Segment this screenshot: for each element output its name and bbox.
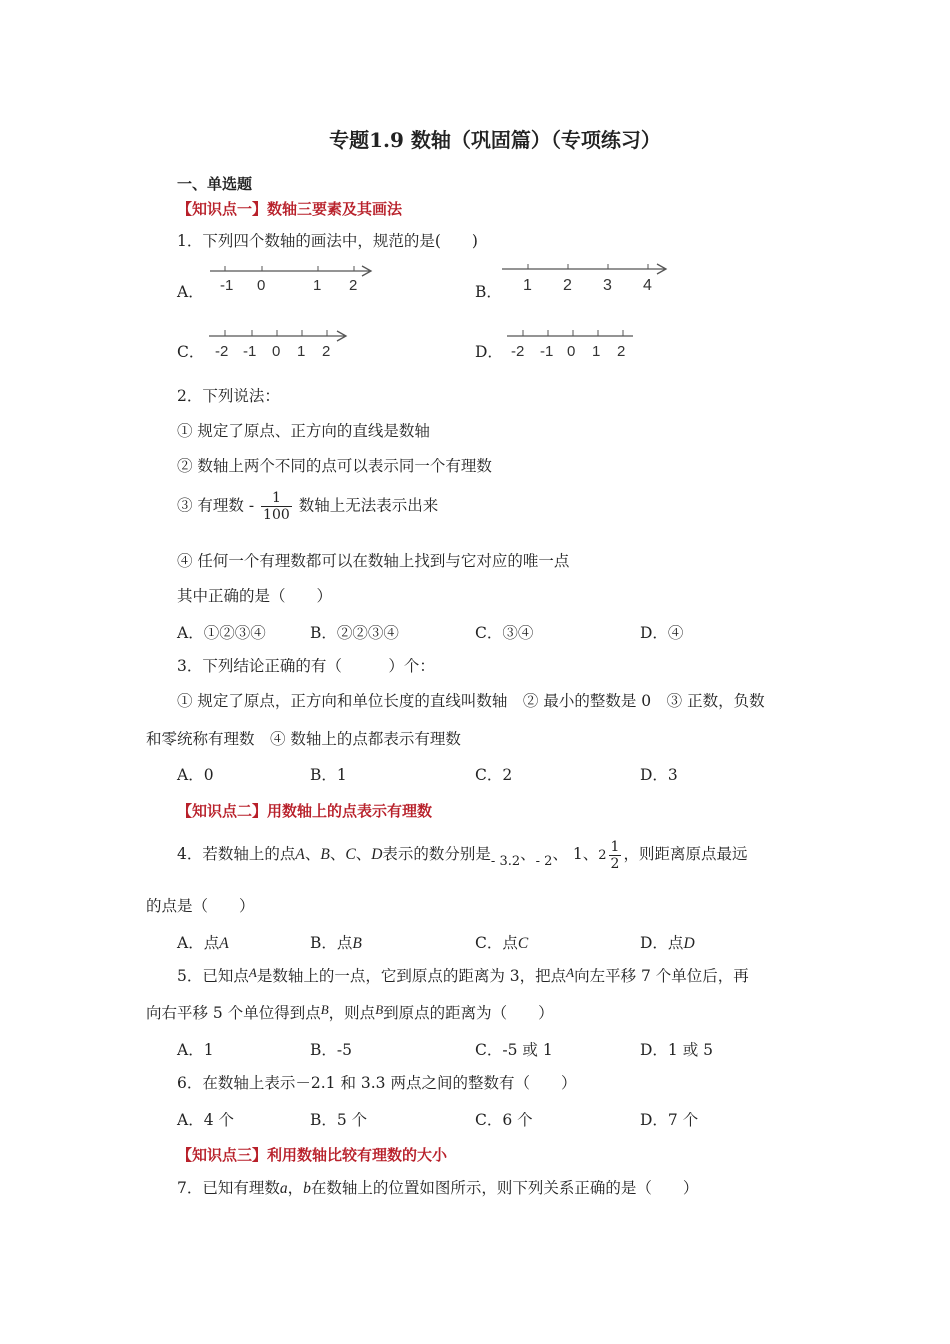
tick-label: 1: [297, 343, 306, 360]
tick-label: 1: [313, 277, 322, 294]
q1-option-a-label: A．: [177, 283, 204, 301]
var-d: D: [683, 935, 695, 952]
question-4-stem: [177, 834, 747, 876]
q6-option-c: C．6 个: [475, 1111, 533, 1129]
tick-label: -1: [540, 343, 554, 360]
separator: 、: [304, 845, 321, 863]
tick-label: 2: [617, 343, 626, 360]
q2-statement-4: ④ 任何一个有理数都可以在数轴上找到与它对应的唯一点: [177, 552, 570, 570]
q1-option-b-label: B．: [475, 283, 502, 301]
separator: 、 1、: [552, 845, 599, 863]
q3-line-1: ① 规定了原点，正方向和单位长度的直线叫数轴 ② 最小的整数是 0 ③ 正数，负数: [177, 692, 765, 710]
tick-label: 0: [272, 343, 281, 360]
var-b: B: [375, 1002, 384, 1017]
var-b: B: [320, 1002, 329, 1017]
fraction: [609, 839, 622, 872]
q2-option-c: C．③④: [475, 624, 534, 642]
question-2-stem: 2．下列说法：: [177, 387, 280, 405]
option-text: A．点: [177, 934, 220, 952]
question-1-stem: 1．下列四个数轴的画法中，规范的是( ): [177, 232, 478, 250]
option-text: D．点: [640, 934, 684, 952]
q4-option-a: [177, 931, 229, 953]
option-text: C．点: [475, 934, 518, 952]
value-minus-2: - 2: [535, 854, 553, 869]
q2-statement-2: ② 数轴上两个不同的点可以表示同一个有理数: [177, 457, 492, 475]
q3-option-b: B．1: [310, 766, 347, 784]
q4-text: ，则距离原点最远: [623, 845, 748, 863]
q7-text: 在数轴上的位置如图所示，则下列关系正确的是（ ）: [310, 1179, 699, 1197]
separator: 、: [329, 845, 346, 863]
knowledge-point-1: 【知识点一】数轴三要素及其画法: [177, 200, 403, 218]
q2-ask: 其中正确的是（ ）: [177, 587, 333, 605]
tick-label: 2: [563, 277, 572, 294]
tick-label: -2: [511, 343, 525, 360]
q4-option-b: [310, 931, 362, 953]
fraction-denominator: 100: [263, 507, 290, 523]
var-c: C: [345, 846, 356, 863]
var-a: A: [219, 935, 229, 952]
q5-option-b: B．-5: [310, 1041, 352, 1059]
option-text: B．点: [310, 934, 353, 952]
q1-axis-a: [205, 262, 380, 294]
question-7-stem: [177, 1178, 698, 1199]
var-c: C: [517, 935, 529, 952]
tick-label: 1: [592, 343, 601, 360]
q2-option-a: A．①②③④: [177, 624, 266, 642]
var-a: a: [279, 1180, 288, 1197]
q5-text: 5．已知点: [177, 967, 249, 985]
var-a: A: [248, 965, 257, 980]
fraction-numerator: 1: [261, 490, 292, 507]
q1-axis-b: [498, 260, 673, 294]
q4-text: 4．若数轴上的点: [177, 845, 296, 863]
q5-text: ，则点: [328, 1004, 376, 1022]
var-a: A: [295, 846, 305, 863]
tick-label: 0: [567, 343, 576, 360]
q2-s3-suffix: 数轴上无法表示出来: [298, 496, 439, 515]
question-5-line-1: [177, 966, 749, 987]
q6-option-b: B．5 个: [310, 1111, 368, 1129]
var-b: B: [320, 846, 330, 863]
q1-option-d-label: D．: [475, 343, 503, 361]
separator: 、: [355, 845, 372, 863]
separator: 、: [520, 845, 536, 863]
knowledge-point-2: 【知识点二】用数轴上的点表示有理数: [177, 802, 433, 820]
tick-label: -1: [220, 277, 234, 294]
q5-text: 向右平移 5 个单位得到点: [146, 1004, 321, 1022]
tick-label: 1: [523, 277, 532, 294]
page-title: 专题1.9 数轴（巩固篇）（专项练习）: [329, 128, 661, 152]
q6-option-a: A．4 个: [177, 1111, 234, 1129]
q3-line-2: 和零统称有理数 ④ 数轴上的点都表示有理数: [146, 730, 461, 748]
mixed-number-integer: 2: [598, 848, 607, 863]
q1-option-c-label: C．: [177, 343, 205, 361]
q4-text: 表示的数分别是: [382, 845, 491, 863]
q5-text: 是数轴上的一点，它到原点的距离为 3，把点: [256, 967, 567, 985]
value-minus-3-2: - 3.2: [490, 854, 521, 869]
section-heading: 一、单选题: [177, 175, 253, 193]
q4-line-2: 的点是（ ）: [146, 897, 255, 915]
q2-statement-3: [177, 490, 438, 523]
knowledge-point-3: 【知识点三】利用数轴比较有理数的大小: [177, 1146, 448, 1164]
q3-option-a: A．0: [177, 766, 214, 784]
q2-s3-prefix: ③ 有理数 -: [177, 496, 255, 515]
question-5-line-2: [146, 1003, 554, 1024]
q5-text: 向左平移 7 个单位后，再: [574, 967, 749, 985]
q3-option-c: C．2: [475, 766, 513, 784]
tick-label: 0: [257, 277, 266, 294]
tick-label: 2: [322, 343, 331, 360]
q6-option-d: D．7 个: [640, 1111, 699, 1129]
tick-label: 3: [603, 277, 612, 294]
question-6-stem: 6．在数轴上表示－2.1 和 3.3 两点之间的整数有（ ）: [177, 1074, 577, 1092]
fraction-denominator: 2: [610, 855, 620, 872]
var-b: B: [352, 935, 362, 952]
q2-option-b: B．②②③④: [310, 624, 399, 642]
q2-option-d: D．④: [640, 624, 684, 642]
separator: ，: [287, 1179, 304, 1197]
var-b: b: [303, 1180, 311, 1197]
q5-option-c: C．-5 或 1: [475, 1041, 553, 1059]
q5-option-d: D．1 或 5: [640, 1041, 714, 1059]
q2-statement-1: ① 规定了原点、正方向的直线是数轴: [177, 422, 430, 440]
q3-option-d: D．3: [640, 766, 678, 784]
q4-option-c: [475, 931, 528, 953]
tick-label: -1: [243, 343, 257, 360]
question-3-stem: 3．下列结论正确的有（ ）个：: [177, 657, 435, 675]
q5-text: 到原点的距离为（ ）: [383, 1004, 554, 1022]
var-d: D: [371, 846, 383, 863]
q7-text: 7．已知有理数: [177, 1179, 280, 1197]
q4-option-d: [640, 931, 695, 953]
q1-axis-c: [205, 326, 355, 360]
var-a: A: [566, 965, 575, 980]
q5-option-a: A．1: [177, 1041, 214, 1059]
fraction: [261, 490, 292, 523]
tick-label: 2: [349, 277, 358, 294]
fraction-numerator: 1: [610, 838, 620, 855]
tick-label: -2: [215, 343, 229, 360]
tick-label: 4: [643, 277, 652, 294]
q1-axis-d: [503, 326, 643, 360]
